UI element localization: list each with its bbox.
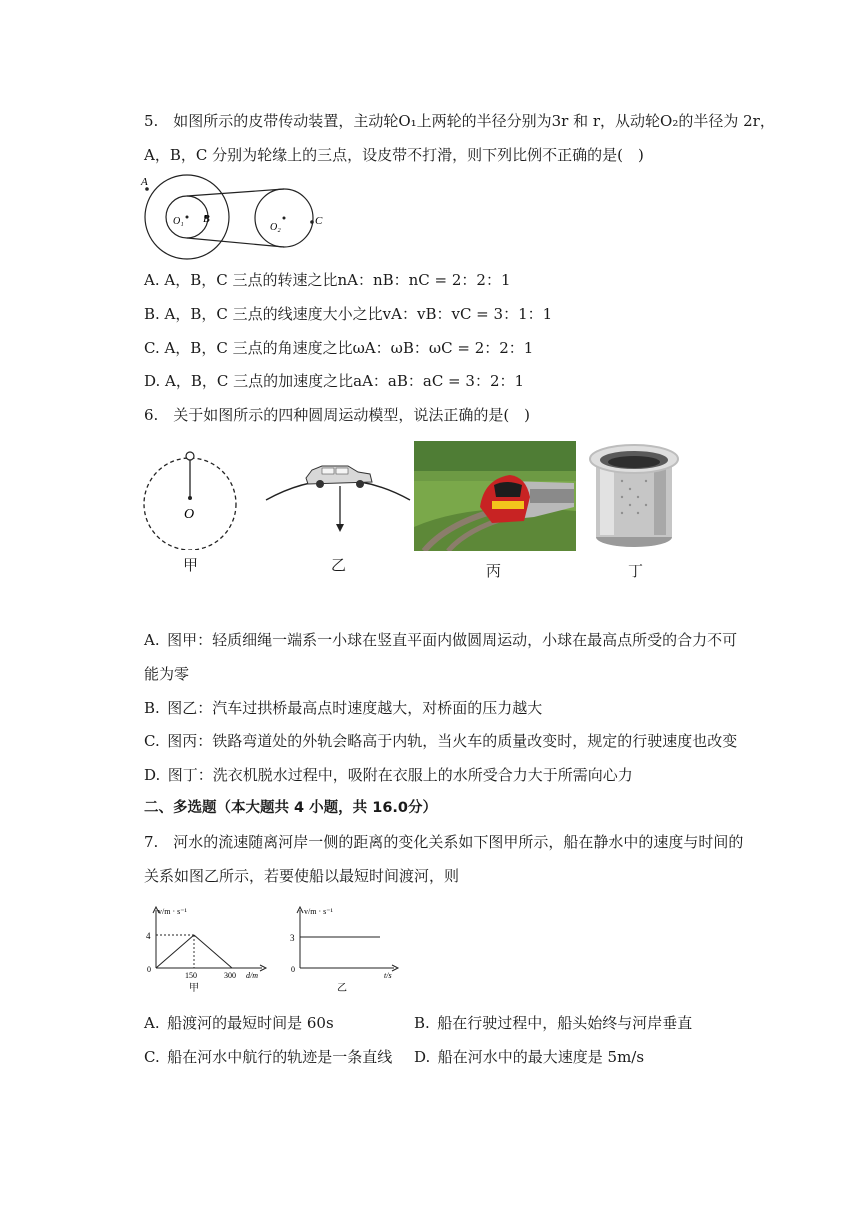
figure-yi-arch-bridge-car [262, 456, 412, 536]
graph-yi-xlabel: t/s [384, 971, 392, 980]
q5-option-a: A. A，B，C 三点的转速之比nA：nB：nC = 2：2：1 [144, 271, 511, 289]
graph-jia-velocity-distance [142, 904, 274, 994]
q7-stem-line1: 7. 河水的流速随离河岸一侧的距离的变化关系如下图甲所示，船在静水中的速度与时间的 [144, 833, 744, 851]
graph-jia-ylabel: v/m · s⁻¹ [158, 907, 187, 916]
label-o: O [184, 507, 195, 522]
q7-stem-line2: 关系如图乙所示，若要使船以最短时间渡河，则 [144, 867, 460, 885]
label-o1: O₁ [173, 216, 184, 227]
graph-jia-origin: 0 [147, 965, 151, 974]
graph-jia-xtick-150: 150 [185, 971, 197, 980]
q5-option-d: D. A，B，C 三点的加速度之比aA：aB：aC = 3：2：1 [144, 372, 525, 390]
caption-yi: 乙 [331, 556, 347, 574]
q6-stem: 6. 关于如图所示的四种圆周运动模型，说法正确的是( ) [144, 406, 531, 424]
graph-yi-ytick: 3 [290, 933, 295, 943]
figure-ding-washer-drum [586, 441, 682, 551]
q7-option-c: C. 船在河水中航行的轨迹是一条直线 [144, 1048, 393, 1066]
graph-jia-caption: 甲 [189, 983, 199, 994]
graph-yi-velocity-time [284, 904, 404, 994]
q6-option-b: B. 图乙：汽车过拱桥最高点时速度越大，对桥面的压力越大 [144, 699, 543, 717]
q7-option-d: D. 船在河水中的最大速度是 5m/s [414, 1048, 645, 1066]
q5-stem-line2: A，B，C 分别为轮缘上的三点，设皮带不打滑，则下列比例不正确的是( ) [144, 146, 644, 164]
q6-option-d: D. 图丁：洗衣机脱水过程中，吸附在衣服上的水所受合力大于所需向心力 [144, 766, 633, 784]
q5-option-c: C. A，B，C 三点的角速度之比ωA：ωB：ωC = 2：2：1 [144, 339, 534, 357]
graph-jia-xtick-300: 300 [224, 971, 236, 980]
graph-yi-caption: 乙 [337, 983, 347, 994]
section-heading: 二、多选题（本大题共 4 小题，共 16.0分） [144, 800, 438, 816]
q5-option-b: B. A，B，C 三点的线速度大小之比vA：vB：vC = 3：1：1 [144, 305, 553, 323]
graph-jia-ytick: 4 [146, 931, 151, 941]
label-o2: O₂ [270, 222, 281, 233]
q6-option-c: C. 图丙：铁路弯道处的外轨会略高于内轨，当火车的质量改变时，规定的行驶速度也改变 [144, 732, 738, 750]
label-a: A [141, 176, 148, 188]
q6-option-a: A. 图甲：轻质细绳一端系一小球在竖直平面内做圆周运动，小球在最高点所受的合力不可 [144, 631, 738, 649]
caption-jia: 甲 [183, 556, 199, 574]
figure-jia-vertical-circle [140, 446, 244, 550]
label-b: B [203, 213, 210, 225]
graph-yi-origin: 0 [291, 965, 295, 974]
graph-jia-xlabel: d/m [246, 971, 258, 980]
q6-option-a-cont: 能为零 [144, 665, 190, 683]
label-c: C [315, 215, 323, 227]
graph-yi-ylabel: v/m · s⁻¹ [304, 907, 333, 916]
q7-option-b: B. 船在行驶过程中，船头始终与河岸垂直 [414, 1014, 693, 1032]
caption-bing: 丙 [486, 562, 502, 580]
q7-option-a: A. 船渡河的最短时间是 60s [144, 1014, 334, 1032]
belt-pulley-figure [140, 172, 340, 264]
caption-ding: 丁 [628, 562, 644, 580]
q5-stem-line1: 5. 如图所示的皮带传动装置，主动轮O₁上两轮的半径分别为3r 和 r，从动轮O₂的半径为 2r， [144, 112, 775, 130]
figure-bing-train-photo [414, 441, 576, 551]
